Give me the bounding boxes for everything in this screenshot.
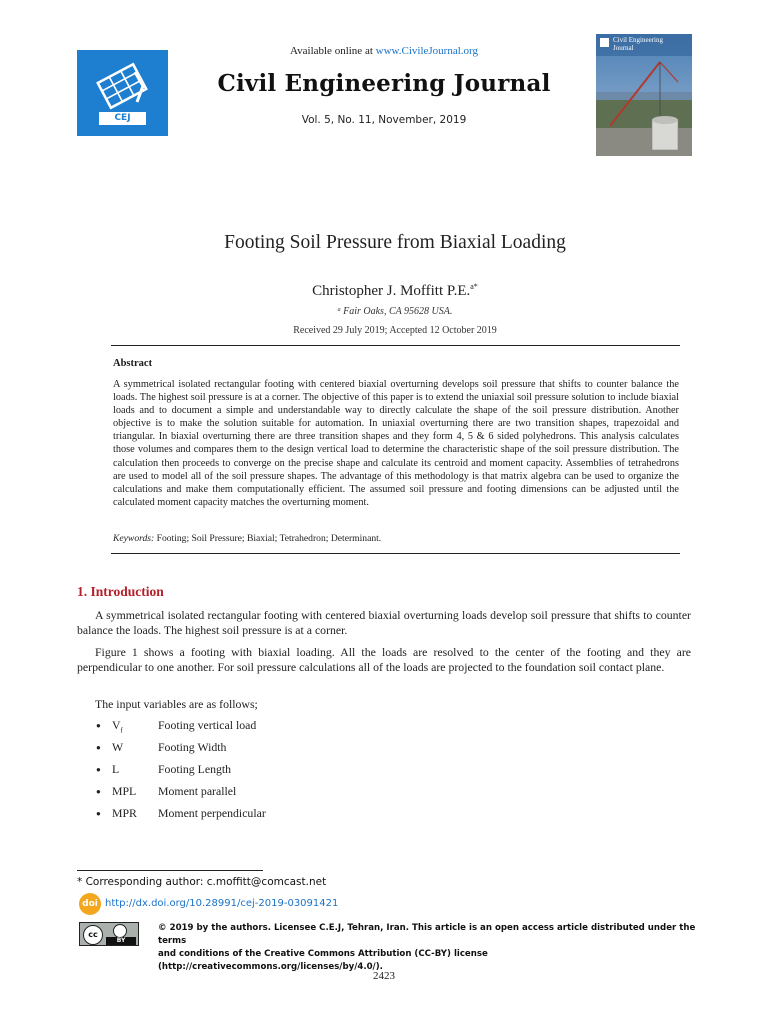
intro-paragraph-2-text: Figure 1 shows a footing with biaxial loading. All the loads are resolved to the center of the footing and they are perpendicular to one another. For soil pressure calculations all of the loads are projected to the foundation soil contact plane. — [77, 645, 691, 675]
cc-by-license-icon[interactable] — [79, 922, 139, 946]
author-line — [0, 282, 768, 300]
intro-paragraph-2 — [77, 645, 691, 675]
intro-paragraph-3 — [77, 697, 691, 712]
cover-title-2: Journal — [613, 44, 634, 52]
keywords-label: Keywords: — [113, 533, 155, 544]
affiliation — [0, 306, 768, 317]
doi-link[interactable]: http://dx.doi.org/10.28991/cej-2019-03091421 — [105, 898, 339, 909]
intro-paragraph-3-text: The input variables are as follows; — [95, 697, 258, 711]
author-mark: a* — [470, 282, 478, 291]
abstract-text: A symmetrical isolated rectangular footing with centered biaxial overturning develops soil pressure that shifts to counter balance the loads. The highest soil pressure is at a corner. The objective of this paper is to extend the uniaxial soil pressure solution to include biaxial loads and to document a simple and understandable way to directly calculate the shape of the soil pressure distribution. Another objective is to make the solution suitable for automation. In uniaxial overturning there are two transition shapes, trapezoidal and triangular. In biaxial overturning there are three transition shapes and they form 4, 5 & 6 sided polyhedrons. This analysis calculates those volumes and compares them to the design vertical load to determine the characteristic shape of the soil pressure distribution. The calculation then proceeds to converge on the precise shape and calculate its centroid and moment capacity. Assemblies of tetrahedrons are used to model all of the soil pressure shapes. The advantage of this methodology is that matrix algebra can be used to organize the calculations and make them computationally efficient. The assumed soil pressure and footing dimensions can be adjusted until the calculated moment capacity matches the overturning moment. — [113, 379, 679, 508]
variable-symbol: MPL — [112, 784, 137, 798]
bullet-icon: ● — [96, 765, 101, 774]
list-item — [0, 740, 768, 756]
variable-description: Footing Length — [158, 762, 232, 776]
keywords-line — [113, 533, 381, 544]
journal-website-link[interactable]: www.CivileJournal.org — [375, 45, 478, 57]
bullet-icon: ● — [96, 721, 101, 730]
list-item — [0, 806, 768, 822]
cover-photo-icon — [596, 34, 692, 156]
abstract-bottom-rule — [111, 553, 680, 554]
variable-symbol: L — [112, 762, 120, 776]
bullet-icon: ● — [96, 809, 101, 818]
footnote-rule — [77, 870, 263, 871]
cc-icon: cc — [83, 925, 103, 945]
abstract-top-rule — [111, 345, 680, 346]
variable-description: Moment parallel — [158, 784, 237, 798]
variable-description: Footing vertical load — [158, 718, 257, 732]
volume-info: Vol. 5, No. 11, November, 2019 — [301, 114, 467, 126]
variable-description: Moment perpendicular — [158, 806, 266, 820]
page-number: 2423 — [373, 970, 395, 982]
license-text — [158, 922, 698, 974]
keywords-list: Footing; Soil Pressure; Biaxial; Tetrahedron; Determinant. — [154, 533, 382, 544]
bullet-icon: ● — [96, 743, 101, 752]
variable-description: Footing Width — [158, 740, 227, 754]
intro-paragraph-1-text: A symmetrical isolated rectangular footing with centered biaxial overturning loads develop soil pressure that shifts to counter balance the loads. The highest soil pressure is at a corner. — [77, 608, 691, 638]
section-heading-introduction: 1. Introduction — [77, 584, 164, 599]
list-item — [0, 718, 768, 734]
license-line-1: © 2019 by the authors. Licensee C.E.J, Tehran, Iran. This article is an open access article distributed under the terms — [158, 923, 696, 946]
affiliation-text: Fair Oaks, CA 95628 USA. — [343, 306, 453, 317]
article-title: Footing Soil Pressure from Biaxial Loading — [224, 232, 566, 253]
received-dates: Received 29 July 2019; Accepted 12 October 2019 — [293, 325, 497, 336]
corresponding-author: * Corresponding author: c.moffitt@comcast.net — [77, 876, 327, 888]
abstract-heading: Abstract — [113, 358, 153, 369]
list-item — [0, 784, 768, 800]
by-label: BY — [106, 937, 136, 945]
license-line-2: and conditions of the Creative Commons Attribution (CC-BY) license (http://creativecommons.org/licenses/by/4.0/). — [158, 949, 488, 972]
list-item — [0, 762, 768, 778]
variable-symbol: $V_f$ — [112, 718, 123, 735]
logo-text: CEJ — [114, 113, 131, 123]
bullet-icon: ● — [96, 787, 101, 796]
variable-symbol: MPR — [112, 806, 137, 820]
journal-cover-image — [596, 34, 692, 156]
cover-title-1: Civil Engineering — [613, 36, 663, 44]
journal-title: Civil Engineering Journal — [217, 70, 551, 97]
person-icon — [113, 924, 127, 938]
intro-paragraph-1 — [77, 608, 691, 638]
available-prefix: Available online at — [290, 45, 376, 57]
affiliation-mark: a — [337, 307, 341, 313]
doi-icon: doi — [79, 893, 101, 915]
author-name: Christopher J. Moffitt P.E. — [312, 283, 471, 299]
variable-symbol: W — [112, 740, 124, 754]
